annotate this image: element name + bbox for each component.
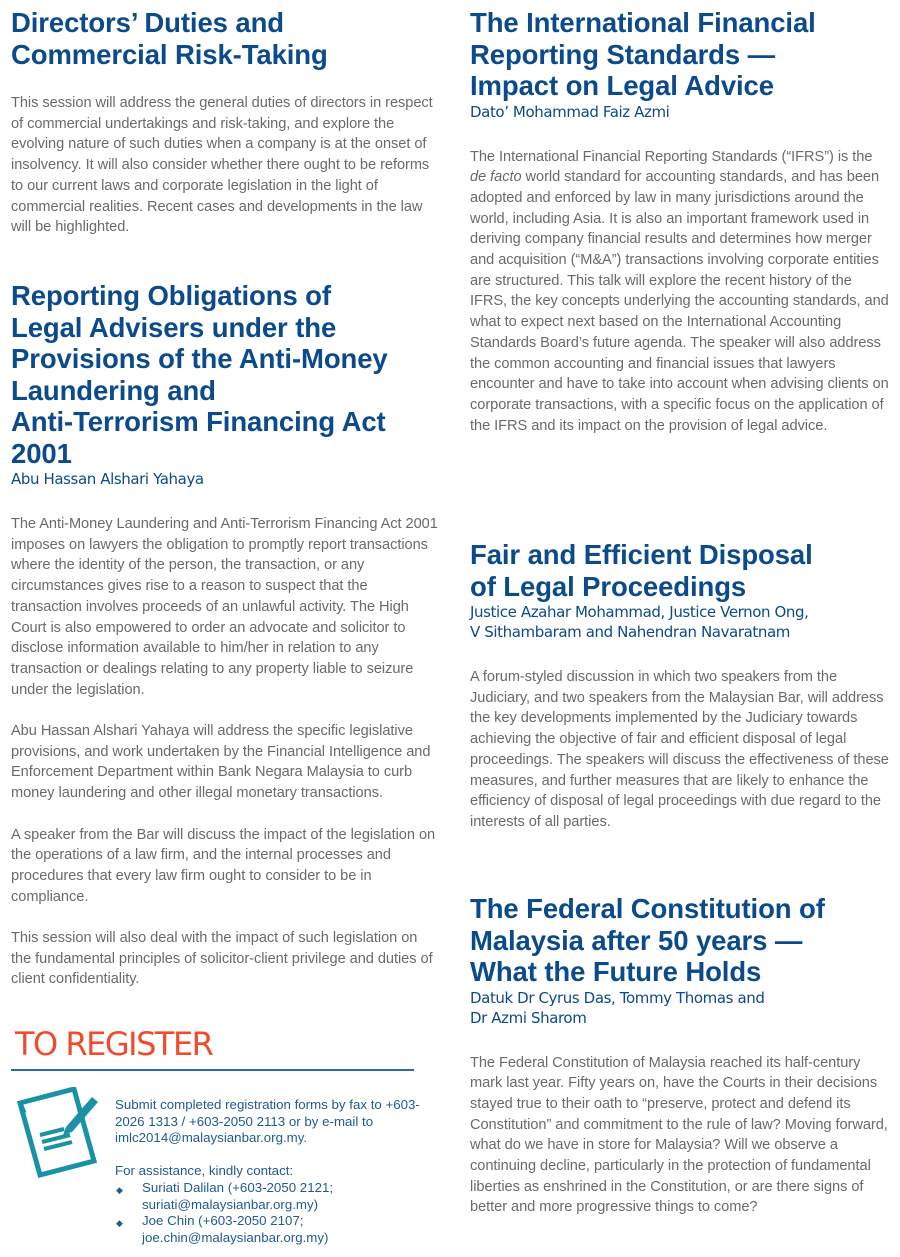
contact-line: Joe Chin (+603-2050 2107; (142, 1213, 304, 1229)
description-paragraph: Abu Hassan Alshari Yahaya will address the specific legislative provisions, and work undertaken by the Financial Intelligence and Enforcement Department within Bank Negara Malaysia to curb money laundering and other illegal monetary transactions. (11, 723, 431, 802)
description-italic: de facto (470, 169, 522, 186)
session-fair-disposal (470, 539, 890, 833)
session-directors-duties (11, 7, 441, 238)
session-title (470, 893, 890, 988)
title-line: Legal Advisers under the (11, 311, 337, 343)
session-description: The Federal Constitution of Malaysia reached its half-century mark last year. Fifty years on, have the Courts in their decisions stayed true to their oath to “preserve, protect and defend its Constitution” and commitment to the rule of law? Moving forward, what do we have in store for Malaysia? Will we observe a continuing decline, particularly in the protection of fundamental liberties as enshrined in the Constitution, or are there signs of better and more progressive things to come? (470, 1054, 888, 1216)
title-line: Reporting Obligations of (11, 280, 331, 311)
session-title (11, 7, 441, 70)
session-description: A forum-styled discussion in which two speakers from the Judiciary, and two speakers from the Malaysian Bar, will address the key developments implemented by the Judiciary towards achieving the objective of fair and efficient disposal of legal proceedings. The speakers will discuss the effectiveness of these measures, and further measures that are likely to enhance the efficiency of disposal of legal proceedings with due regard to the interests of all parties. (470, 669, 889, 830)
session-title (470, 539, 890, 602)
title-line: Commercial Risk-Taking (11, 38, 328, 70)
title-line: Fair and Efficient Disposal (470, 539, 813, 570)
title-line: Provisions of the Anti-Money (11, 343, 388, 374)
session-description: This session will address the general duties of directors in respect of commercial undertakings and risk-taking, and explore the evolving nature of such duties when a company is at the onset of insolvency. It will also consider whether there ought to be reforms to our current laws and corporate legislation in the light of commercial realities. Recent cases and developments in the law will be highlighted. (11, 95, 433, 236)
register-instructions (115, 1097, 435, 1247)
title-line: Anti-Terrorism Financing Act (11, 406, 386, 437)
diamond-bullet-icon: ◆ (116, 1218, 123, 1229)
session-reporting-obligations (11, 280, 441, 990)
speaker-name: Dato’ Mohammad Faiz Azmi (470, 102, 670, 121)
contact-list (115, 1180, 435, 1247)
session-ifrs (470, 7, 890, 436)
description-text: world standard for accounting standards, and has been adopted and enforced by law in many jurisdictions around the world, including Asia. It is also an important framework used in deriving company financial results and determines how merger and acquisition (“M&A”) transactions involving corporate entities are structured. This talk will explore the recent history of the IFRS, the key concepts underlying the accounting standards, and what to expect next based on the International Accounting Standards Board’s future agenda. The speaker will also address the common accounting and financial issues that lawyers encounter and have to take into account when advising clients on corporate transactions, with a specific focus on the application of the IFRS and its impact on the provision of legal advice. (470, 169, 889, 434)
speaker-line: Datuk Dr Cyrus Das, Tommy Thomas and (470, 988, 765, 1007)
contact-email-link[interactable]: suriati@malaysianbar.org.my) (142, 1196, 319, 1212)
title-line: Impact on Legal Advice (470, 70, 774, 101)
title-line: of Legal Proceedings (470, 570, 747, 602)
session-description (11, 514, 441, 990)
title-line: What the Future Holds (470, 956, 762, 987)
speaker-line: V Sithambaram and Nahendran Navaratnam (470, 623, 790, 641)
title-line: 2001 (11, 437, 72, 469)
session-description (470, 147, 890, 437)
speaker-name: Abu Hassan Alshari Yahaya (11, 470, 204, 488)
session-title (470, 7, 890, 102)
contact-item (115, 1213, 435, 1246)
registration-form-pencil-icon (16, 1087, 100, 1179)
title-line: Directors’ Duties and (11, 7, 284, 38)
title-line: Laundering and (11, 374, 216, 406)
speaker-line: Justice Azahar Mohammad, Justice Vernon Ong, (470, 603, 809, 621)
contact-email-link[interactable]: joe.chin@malaysianbar.org.my) (142, 1229, 329, 1245)
register-divider (11, 1069, 414, 1071)
title-line: Malaysia after 50 years — (470, 924, 803, 956)
title-line: Reporting Standards — (470, 38, 776, 70)
speaker-line: Dr Azmi Sharom (470, 1008, 587, 1027)
assistance-label: For assistance, kindly contact: (115, 1163, 294, 1179)
description-paragraph: This session will also deal with the impact of such legislation on the fundamental principles of solicitor-client privilege and duties of client confidentiality. (11, 930, 433, 988)
speaker-names (470, 988, 890, 1028)
speaker-names (470, 602, 890, 642)
title-line: The International Financial (470, 7, 816, 38)
contact-line: Suriati Dalilan (+603-2050 2121; (142, 1179, 334, 1195)
description-text: The International Financial Reporting Standards (“IFRS”) is the (470, 148, 873, 165)
description-paragraph: The Anti-Money Laundering and Anti-Terrorism Financing Act 2001 imposes on lawyers the obligation to promptly report transactions where the identity of the person, the transaction, or any circumstances gives rise to a reason to suspect that the transaction involves proceeds of an unlawful activity. The High Court is also empowered to order an advocate and solicitor to disclose information available to him/her in relation to any transaction or dealings relating to any property liable to seizure under the legislation. (11, 516, 438, 698)
register-heading: TO REGISTER (15, 1025, 213, 1063)
title-line: The Federal Constitution of (470, 893, 825, 924)
session-title (11, 280, 441, 469)
description-paragraph: A speaker from the Bar will discuss the impact of the legislation on the operations of a law firm, and the internal processes and procedures that every law firm ought to consider to be in compliance. (11, 826, 436, 905)
submit-instructions: Submit completed registration forms by fax to +603-2026 1313 / +603-2050 2113 or by e-mail to imlc2014@malaysianbar.org.my. (115, 1097, 420, 1146)
diamond-bullet-icon: ◆ (116, 1184, 123, 1195)
session-federal-constitution (470, 893, 890, 1218)
contact-item (115, 1180, 435, 1213)
